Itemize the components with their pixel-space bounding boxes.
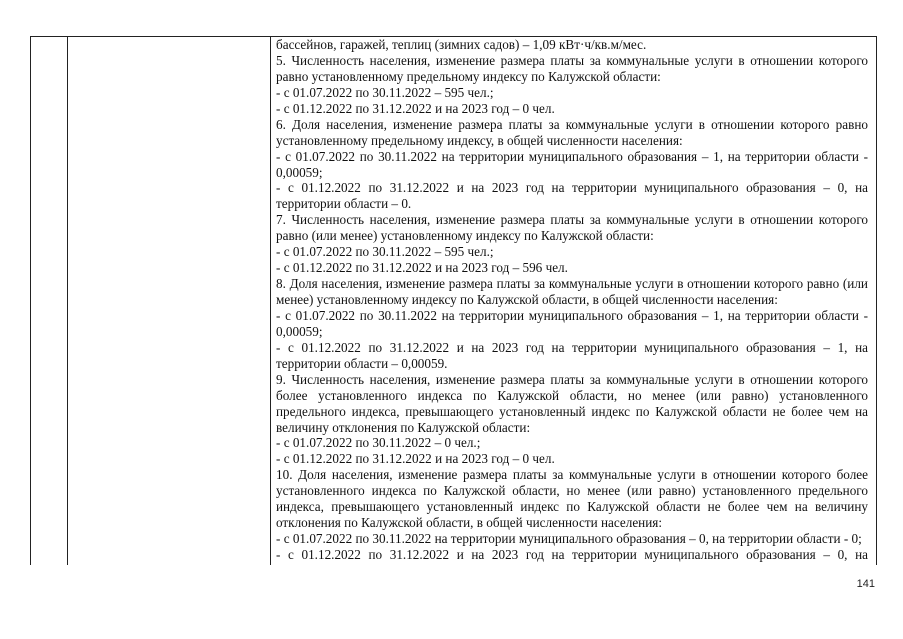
text-line: - с 01.07.2022 по 30.11.2022 – 595 чел.; xyxy=(276,84,494,100)
text-line: - с 01.07.2022 по 30.11.2022 на территории муниципального образования – 0, на территории области - 0; xyxy=(276,531,862,547)
text-line: 6. Доля населения, изменение размера платы за коммунальные услуги в отношении которого равно xyxy=(276,116,868,132)
text-line: 0,00059; xyxy=(276,164,323,180)
text-line: - с 01.12.2022 по 31.12.2022 и на 2023 год – 596 чел. xyxy=(276,260,568,276)
text-line: 9. Численность населения, изменение размера платы за коммунальные услуги в отношении которого xyxy=(276,371,868,387)
text-line: величину отклонения по Калужской области: xyxy=(276,419,531,435)
text-line: 0,00059; xyxy=(276,323,323,339)
text-line: менее) установленному индексу по Калужской области, в общей численности населения: xyxy=(276,292,778,307)
text-line: - с 01.12.2022 по 31.12.2022 и на 2023 год на территории муниципального образования – 0, на xyxy=(276,547,868,562)
text-line: индекса, превышающего установленный индекс по Калужской области не более чем на величину xyxy=(276,499,868,515)
text-line: установленному предельному индексу, в общей численности населения: xyxy=(276,132,683,148)
text-line: равно установленному предельному индексу по Калужской области: xyxy=(276,68,661,84)
text-line: более установленного индекса по Калужской области, но менее (или равно) установленного xyxy=(276,387,868,403)
document-table xyxy=(30,36,877,565)
table-column-number xyxy=(31,37,68,565)
text-line: 5. Численность населения, изменение размера платы за коммунальные услуги в отношении которого xyxy=(276,52,868,68)
text-line: - с 01.07.2022 по 30.11.2022 на территории муниципального образования – 1, на территории области - xyxy=(276,307,868,323)
text-line: - с 01.07.2022 по 30.11.2022 – 0 чел.; xyxy=(276,435,481,451)
text-line: - с 01.07.2022 по 30.11.2022 – 595 чел.; xyxy=(276,244,494,260)
text-line: 10. Доля населения, изменение размера платы за коммунальные услуги в отношении которого более xyxy=(276,467,868,483)
text-line: территории области – 0,00059. xyxy=(276,355,448,371)
text-line: равно (или менее) установленному индексу по Калужской области: xyxy=(276,228,654,244)
text-line: - с 01.12.2022 по 31.12.2022 и на 2023 год на территории муниципального образования – 1, на xyxy=(276,339,868,355)
text-line: - с 01.12.2022 по 31.12.2022 и на 2023 год – 0 чел. xyxy=(276,100,555,116)
text-line: бассейнов, гаражей, теплиц (зимних садов) – 1,09 кВт·ч/кв.м/мес. xyxy=(276,37,647,52)
text-line: - с 01.12.2022 по 31.12.2022 и на 2023 год на территории муниципального образования – 0, на xyxy=(276,180,868,196)
text-line: установленного индекса по Калужской области, но менее (или равно) установленного предельного xyxy=(276,483,868,499)
table-column-indicator xyxy=(68,37,271,565)
text-line: 7. Численность населения, изменение размера платы за коммунальные услуги в отношении которого xyxy=(276,212,868,228)
text-line: отклонения по Калужской области, в общей численности населения: xyxy=(276,515,663,531)
page-number: 141 xyxy=(856,578,875,590)
table-column-content xyxy=(276,37,868,563)
text-line: территории области – 0. xyxy=(276,196,412,212)
text-line: 8. Доля населения, изменение размера платы за коммунальные услуги в отношении которого равно (или xyxy=(276,276,868,292)
text-line: - с 01.07.2022 по 30.11.2022 на территории муниципального образования – 1, на территории области - xyxy=(276,148,868,164)
text-line: предельного индекса, превышающего установленный индекс по Калужской области не более чем на xyxy=(276,403,868,419)
text-line: - с 01.12.2022 по 31.12.2022 и на 2023 год – 0 чел. xyxy=(276,451,555,467)
